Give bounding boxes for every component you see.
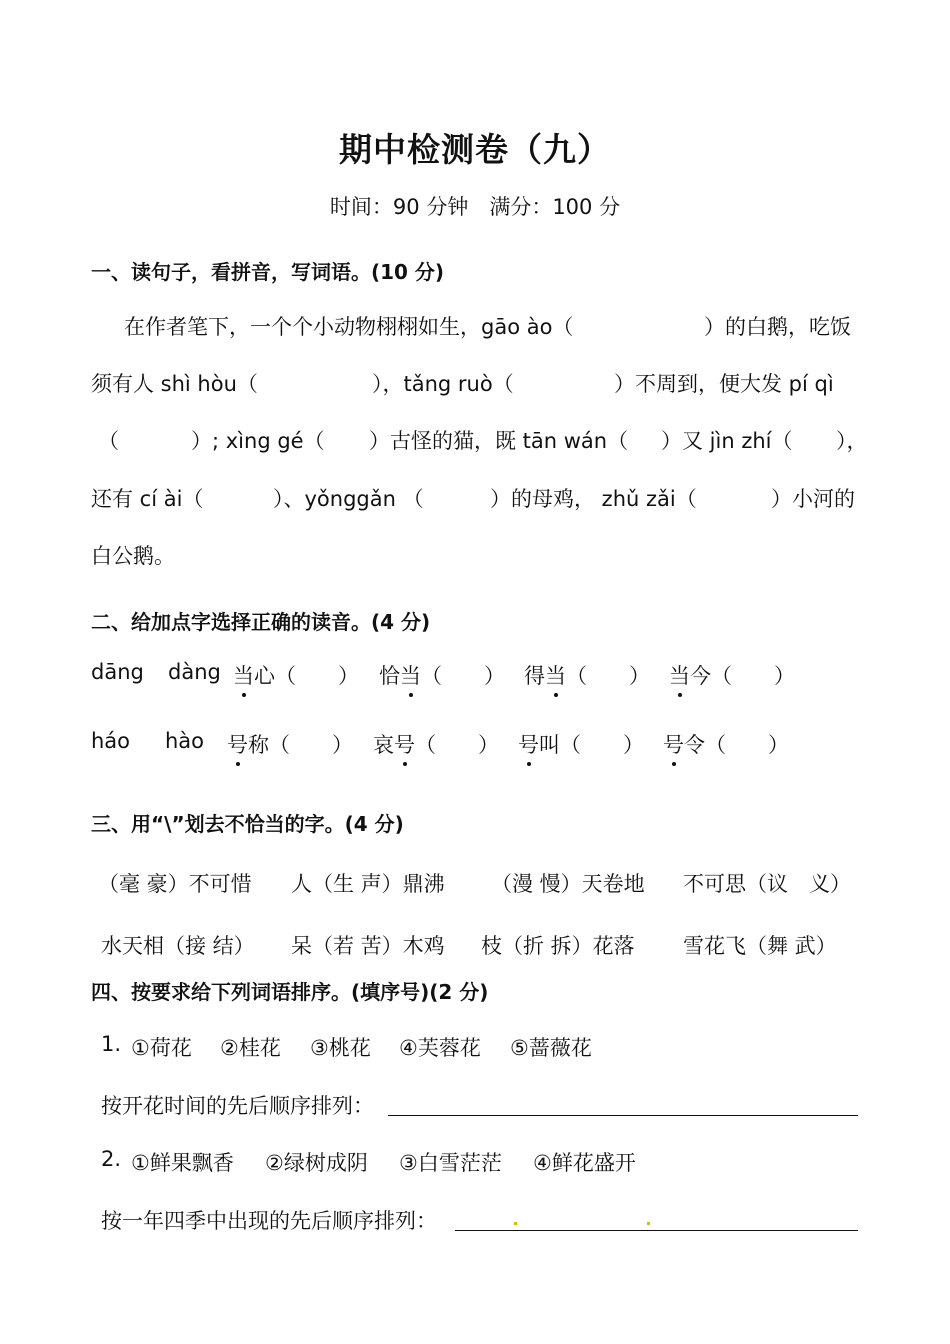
item-rest: 称（ ） (248, 733, 353, 757)
s1-line4-a: 还有 cí ài（ (91, 487, 204, 511)
s4-q1-option-4: ④芙蓉花 (399, 1036, 481, 1060)
s2-row1-item-3 (524, 660, 650, 690)
dotted-char: 当 (669, 660, 690, 690)
s4-q1-option-3: ③桃花 (310, 1036, 371, 1060)
dotted-char: 号 (518, 729, 539, 759)
s4-q1-number: 1. (101, 1032, 122, 1056)
s2-row1-item-4 (669, 660, 795, 690)
s4-q1-option-1: ①荷花 (131, 1036, 192, 1060)
item-rest: 令（ ） (684, 733, 789, 757)
section-3-heading: 三、用“\”划去不恰当的字。(4 分) (91, 812, 404, 836)
s2-row2-item-1 (227, 729, 353, 759)
s3-row2-item-2: 呆（若 苦）木鸡 (291, 934, 445, 958)
s3-row2-item-1: 水天相（接 结） (101, 934, 255, 958)
s2-row1-item-1 (233, 660, 359, 690)
section-2-heading: 二、给加点字选择正确的读音。(4 分) (91, 610, 431, 634)
s1-line3-a: （ (98, 429, 119, 453)
s1-line3-d: ）又 jìn zhí（ (661, 429, 793, 453)
dotted-char: 号 (394, 729, 415, 759)
s4-q2-prompt: 按一年四季中出现的先后顺序排列： (101, 1209, 437, 1233)
s4-q1-prompt: 按开花时间的先后顺序排列： (101, 1094, 374, 1118)
s1-line2-b: ），tǎng ruò（ (372, 372, 514, 396)
item-prefix: 得 (524, 664, 545, 688)
s1-line3-c: ）古怪的猫，既 tān wán（ (369, 429, 629, 453)
exam-info: 时间：90 分钟 满分：100 分 (329, 195, 621, 219)
item-rest: （ ） (415, 733, 499, 757)
s2-row1-item-2 (379, 660, 505, 690)
s1-line1-b: ）的白鹅，吃饭 (704, 315, 851, 339)
dotted-char: 号 (227, 729, 248, 759)
scan-fleck (514, 1222, 517, 1225)
s1-line3-b: ）; xìng gé（ (191, 429, 325, 453)
item-rest: （ ） (566, 664, 650, 688)
s1-line1-a: 在作者笔下，一个个小动物栩栩如生，gāo ào（ (124, 315, 574, 339)
section-4-heading: 四、按要求给下列词语排序。(填序号)(2 分) (91, 980, 489, 1004)
section-1-heading: 一、读句子，看拼音，写词语。(10 分) (91, 260, 445, 284)
s1-line3-e: ）， (836, 429, 868, 453)
s3-row1-item-1: （毫 豪）不可惜 (98, 872, 252, 896)
page-title: 期中检测卷（九） (339, 130, 611, 169)
s3-row1-item-2: 人（生 声）鼎沸 (291, 872, 445, 896)
scan-fleck (647, 1222, 650, 1225)
s4-q2-number: 2. (101, 1147, 122, 1171)
s3-row1-item-3: （漫 慢）天卷地 (491, 872, 645, 896)
s4-q2-option-2: ②绿树成阴 (265, 1151, 368, 1175)
dotted-char: 当 (545, 660, 566, 690)
s3-row2-item-3: 枝（折 拆）花落 (481, 934, 635, 958)
s1-line4-b: ）、yǒnggǎn （ (273, 487, 424, 511)
s2-row2-item-3 (518, 729, 644, 759)
item-rest: 今（ ） (690, 664, 795, 688)
item-rest: 心（ ） (254, 664, 359, 688)
item-rest: （ ） (421, 664, 505, 688)
s4-q2-option-1: ①鲜果飘香 (131, 1151, 234, 1175)
s2-row1-pinyin-b: dàng (168, 660, 221, 684)
item-prefix: 恰 (379, 664, 400, 688)
s4-q1-option-2: ②桂花 (220, 1036, 281, 1060)
s1-line5: 白公鹅。 (91, 544, 175, 568)
s2-row2-pinyin-a: háo (91, 729, 131, 753)
s4-q2-answer-line[interactable] (455, 1208, 858, 1231)
s1-line4-d: ）小河的 (771, 487, 855, 511)
s2-row1-pinyin-a: dāng (91, 660, 144, 684)
s3-row2-item-4: 雪花飞（舞 武） (683, 934, 837, 958)
s4-q1-option-5: ⑤蔷薇花 (510, 1036, 592, 1060)
dotted-char: 当 (233, 660, 254, 690)
s4-q2-option-3: ③白雪茫茫 (399, 1151, 502, 1175)
s3-row1-item-4: 不可思（议 义） (683, 872, 851, 896)
s4-q1-answer-line[interactable] (388, 1093, 858, 1116)
s1-line2-c: ）不周到，便大发 pí qì (614, 372, 834, 396)
s1-line4-c: ）的母鸡， zhǔ zǎi（ (490, 487, 697, 511)
s1-line2-a: 须有人 shì hòu（ (91, 372, 258, 396)
item-prefix: 哀 (373, 733, 394, 757)
s2-row2-item-4 (663, 729, 789, 759)
item-rest: 叫（ ） (539, 733, 644, 757)
dotted-char: 当 (400, 660, 421, 690)
s4-q2-option-4: ④鲜花盛开 (533, 1151, 636, 1175)
s2-row2-pinyin-b: hào (165, 729, 205, 753)
s2-row2-item-2 (373, 729, 499, 759)
dotted-char: 号 (663, 729, 684, 759)
